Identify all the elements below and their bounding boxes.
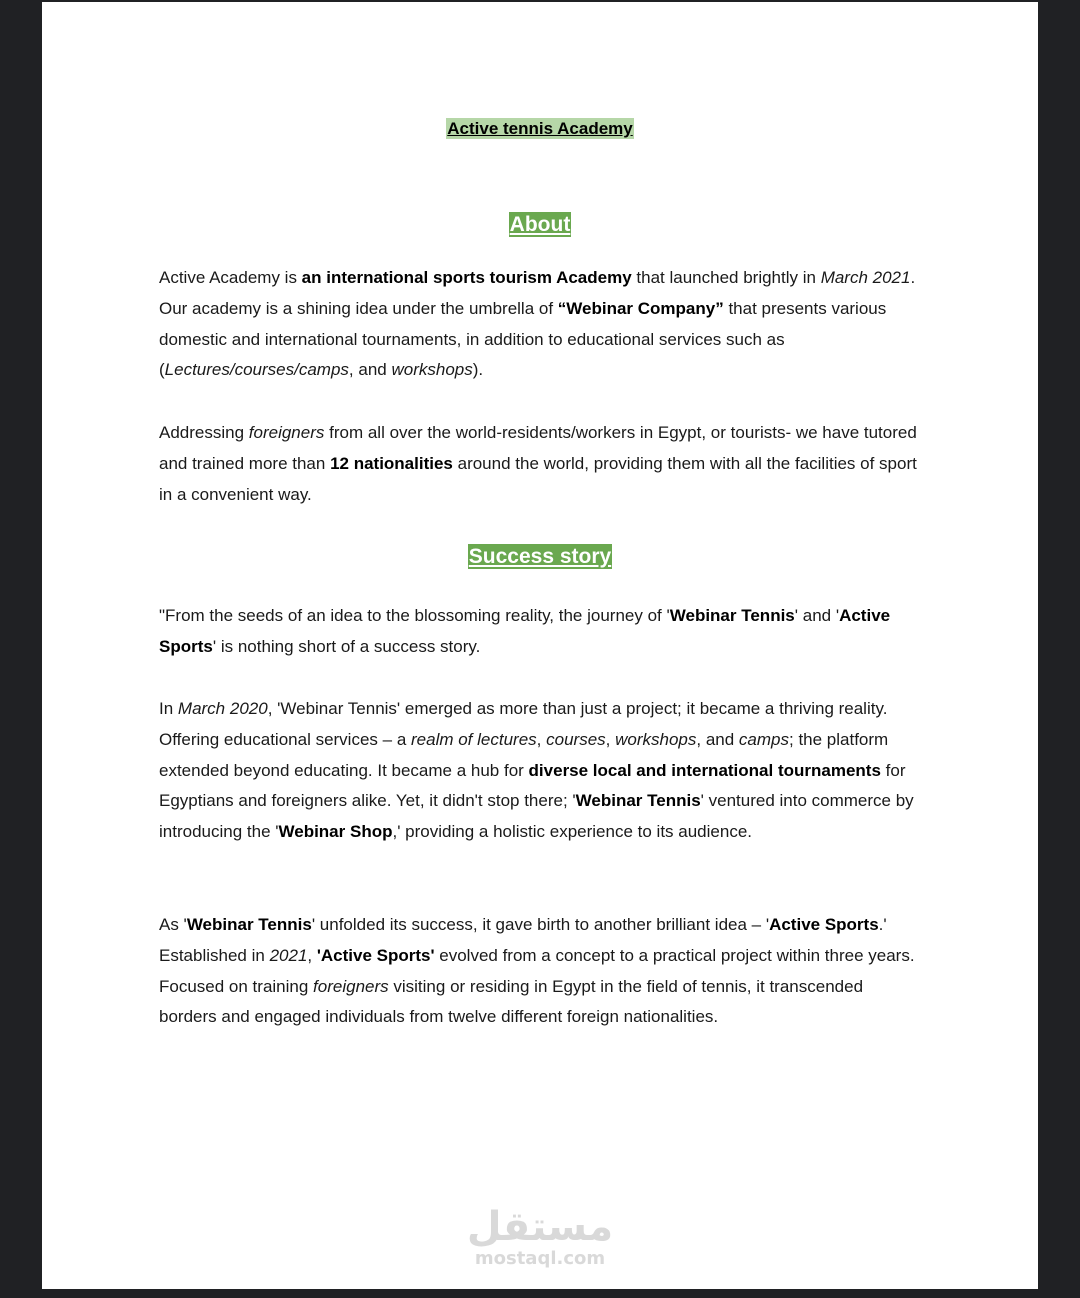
about-paragraph-1: Active Academy is an international sports tourism Academy that launched brightly in March 2021. Our academy is a shining idea under the umbrella of “Webinar Company” that presents various domestic and international tournaments, in addition to educational services such as (Lectures/courses/camps, and workshops). bbox=[159, 268, 916, 380]
success-story-heading-text: Success story bbox=[468, 545, 612, 568]
about-paragraph-2: Addressing foreigners from all over the world-residents/workers in Egypt, or tourists- we have tutored and trained more than 12 nationalities around the world, providing them with all the facilities of sport in a convenient way. bbox=[159, 423, 917, 504]
mostaql-url: mostaql.com bbox=[474, 1248, 606, 1269]
about-heading-text: About bbox=[509, 213, 571, 236]
mostaql-watermark bbox=[42, 1204, 1038, 1268]
success-paragraph-3: As 'Webinar Tennis' unfolded its success, it gave birth to another brilliant idea – 'Active Sports.' Established in 2021, 'Active Sports' evolved from a concept to a practical project within three years. Focused on training foreigners visiting or residing in Egypt in the field of tennis, it transcended borders and engaged individuals from twelve different foreign nationalities. bbox=[159, 915, 915, 1027]
mostaql-logo: مستقل bbox=[466, 1204, 614, 1250]
document-page bbox=[42, 2, 1038, 1289]
document-title-text: Active tennis Academy bbox=[447, 119, 633, 138]
success-paragraph-2: In March 2020, 'Webinar Tennis' emerged as more than just a project; it became a thriving reality. Offering educational services – a realm of lectures, courses, workshops, and camps; the platform extended beyond educating. It became a hub for diverse local and international tournaments for Egyptians and foreigners alike. Yet, it didn't stop there; 'Webinar Tennis' ventured into commerce by introducing the 'Webinar Shop,' providing a holistic experience to its audience. bbox=[159, 699, 914, 842]
success-story-heading bbox=[42, 545, 1038, 569]
success-paragraph-1: "From the seeds of an idea to the blossoming reality, the journey of 'Webinar Tennis' and 'Active Sports' is nothing short of a success story. bbox=[159, 606, 891, 656]
about-heading bbox=[42, 213, 1038, 237]
document-title bbox=[42, 119, 1038, 139]
